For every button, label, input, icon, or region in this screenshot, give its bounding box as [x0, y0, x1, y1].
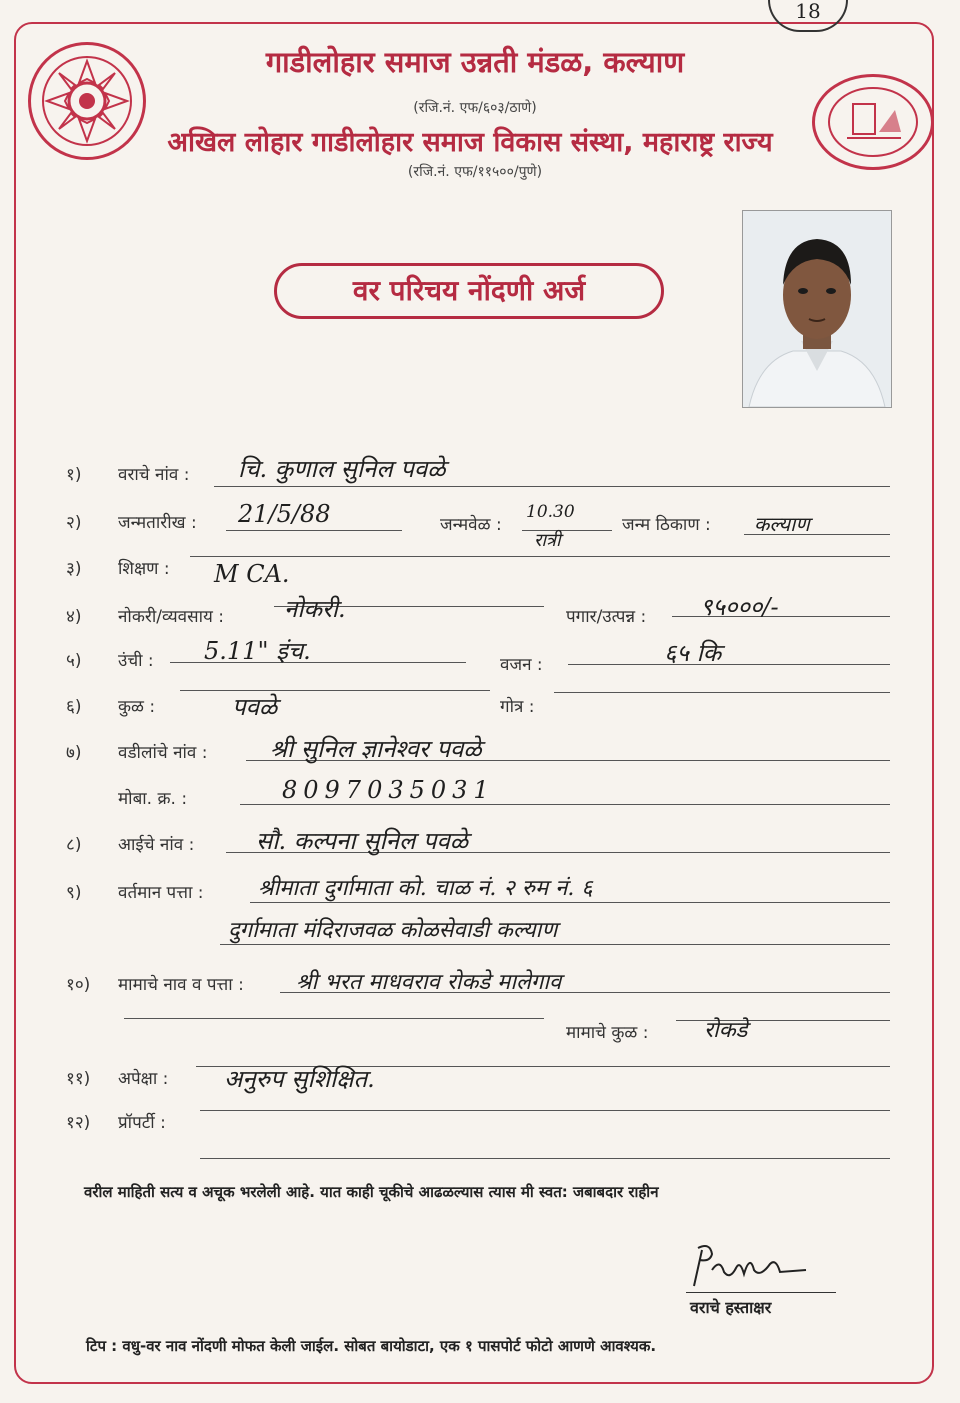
weight-line — [568, 664, 890, 665]
footer-note: टिप : वधु-वर नाव नोंदणी मोफत केली जाईल. सोबत बायोडाटा, एक १ पासपोर्ट फोटो आणणे आवश्यक. — [86, 1337, 657, 1355]
society-seal-icon — [823, 82, 923, 162]
signature-label: वराचे हस्ताक्षर — [690, 1298, 772, 1317]
gotra-line — [554, 692, 890, 693]
weight-label: वजन : — [500, 655, 543, 675]
birth-date-line — [226, 530, 402, 531]
field-number-12: १२) — [66, 1113, 91, 1133]
birth-place-value[interactable]: कल्याण — [754, 512, 810, 536]
field-number-7: ७) — [66, 743, 82, 763]
clan-value[interactable]: पवळे — [232, 693, 278, 721]
right-seal-emblem — [812, 74, 934, 170]
salary-label: पगार/उत्पन्न : — [566, 607, 647, 627]
field-number-2: २) — [66, 513, 82, 533]
field-number-8: ८) — [66, 835, 82, 855]
address-value-1[interactable]: श्रीमाता दुर्गामाता को. चाळ नं. २ रुम नं. ६ — [258, 876, 593, 901]
clan-label: कुळ : — [118, 697, 156, 717]
education-label: शिक्षण : — [118, 559, 170, 579]
field-number-5: ५) — [66, 651, 82, 671]
mobile-label: मोबा. क्र. : — [118, 789, 188, 809]
birth-place-label: जन्म ठिकाण : — [622, 515, 711, 535]
mother-name-label: आईचे नांव : — [118, 835, 195, 855]
address-line-1 — [250, 902, 890, 903]
address-line-2 — [220, 944, 890, 945]
form-title: वर परिचय नोंदणी अर्ज — [274, 263, 664, 319]
person-portrait-icon — [743, 211, 891, 407]
gotra-label: गोत्र : — [500, 697, 535, 717]
property-line-2 — [200, 1158, 890, 1159]
registration-number-primary: (रजि.नं. एफ/६०३/ठाणे) — [413, 100, 537, 116]
occupation-label: नोकरी/व्यवसाय : — [118, 607, 224, 627]
groom-name-value[interactable]: चि. कुणाल सुनिल पवळे — [238, 455, 446, 483]
occupation-value[interactable]: नोकरी. — [284, 595, 346, 623]
clan-line — [180, 690, 490, 691]
mother-name-value[interactable]: सौ. कल्पना सुनिल पवळे — [256, 827, 469, 855]
declaration-text: वरील माहिती सत्य व अचूक भरलेली आहे. यात काही चूकीचे आढळल्यास त्यास मी स्वत: जबाबदार राहीन — [84, 1183, 659, 1201]
expectation-label: अपेक्षा : — [118, 1069, 169, 1089]
field-number-11: ११) — [66, 1069, 91, 1089]
address-label: वर्तमान पत्ता : — [118, 883, 204, 903]
birth-date-label: जन्मतारीख : — [118, 513, 197, 533]
field-number-10: १०) — [66, 975, 91, 995]
education-line — [190, 556, 890, 557]
uncle-name-address-value[interactable]: श्री भरत माधवराव रोकडे मालेगाव — [296, 970, 562, 995]
organization-name-secondary: अखिल लोहार गाडीलोहार समाज विकास संस्था, महाराष्ट्र राज्य — [167, 127, 773, 158]
uncle-address-line-2 — [124, 1018, 544, 1019]
field-number-4: ४) — [66, 607, 82, 627]
field-number-1: १) — [66, 465, 82, 485]
expectation-value[interactable]: अनुरुप सुशिक्षित. — [224, 1065, 375, 1093]
uncle-clan-label: मामाचे कुळ : — [566, 1023, 649, 1043]
birth-time-period-value[interactable]: रात्री — [534, 530, 561, 551]
property-label: प्रॉपर्टी : — [118, 1113, 166, 1133]
birth-time-value[interactable]: 10.30 — [526, 502, 575, 522]
corner-number: 18 — [768, 0, 848, 32]
signature-line — [686, 1292, 836, 1293]
field-number-6: ६) — [66, 697, 82, 717]
address-value-2[interactable]: दुर्गामाता मंदिराजवळ कोळसेवाडी कल्याण — [228, 918, 558, 943]
education-value[interactable]: M CA. — [214, 560, 290, 588]
father-name-value[interactable]: श्री सुनिल ज्ञानेश्वर पवळे — [270, 735, 482, 763]
birth-time-label: जन्मवेळ : — [440, 515, 502, 535]
passport-photo — [742, 210, 892, 408]
mobile-line — [240, 804, 890, 805]
uncle-clan-value[interactable]: रोकडे — [704, 1018, 748, 1043]
father-name-label: वडीलांचे नांव : — [118, 743, 208, 763]
groom-name-label: वराचे नांव : — [118, 465, 190, 485]
property-line-1 — [200, 1110, 890, 1111]
field-number-3: ३) — [66, 559, 82, 579]
registration-number-secondary: (रजि.नं. एफ/११५००/पुणे) — [407, 164, 543, 180]
salary-value[interactable]: ९५०००/- — [700, 593, 779, 621]
uncle-name-address-label: मामाचे नाव व पत्ता : — [118, 975, 244, 995]
groom-signature — [690, 1240, 810, 1300]
height-value[interactable]: 5.11" इंच. — [204, 637, 311, 665]
birth-date-value[interactable]: 21/5/88 — [238, 500, 331, 528]
signature-scribble-icon — [690, 1240, 810, 1292]
height-label: उंची : — [118, 651, 154, 671]
weight-value[interactable]: ६५ कि — [664, 639, 722, 667]
groom-name-line — [214, 486, 890, 487]
field-number-9: ९) — [66, 883, 82, 903]
mobile-value[interactable]: 8097035031 — [282, 776, 495, 804]
organization-name-primary: गाडीलोहार समाज उन्नती मंडळ, कल्याण — [265, 45, 685, 79]
